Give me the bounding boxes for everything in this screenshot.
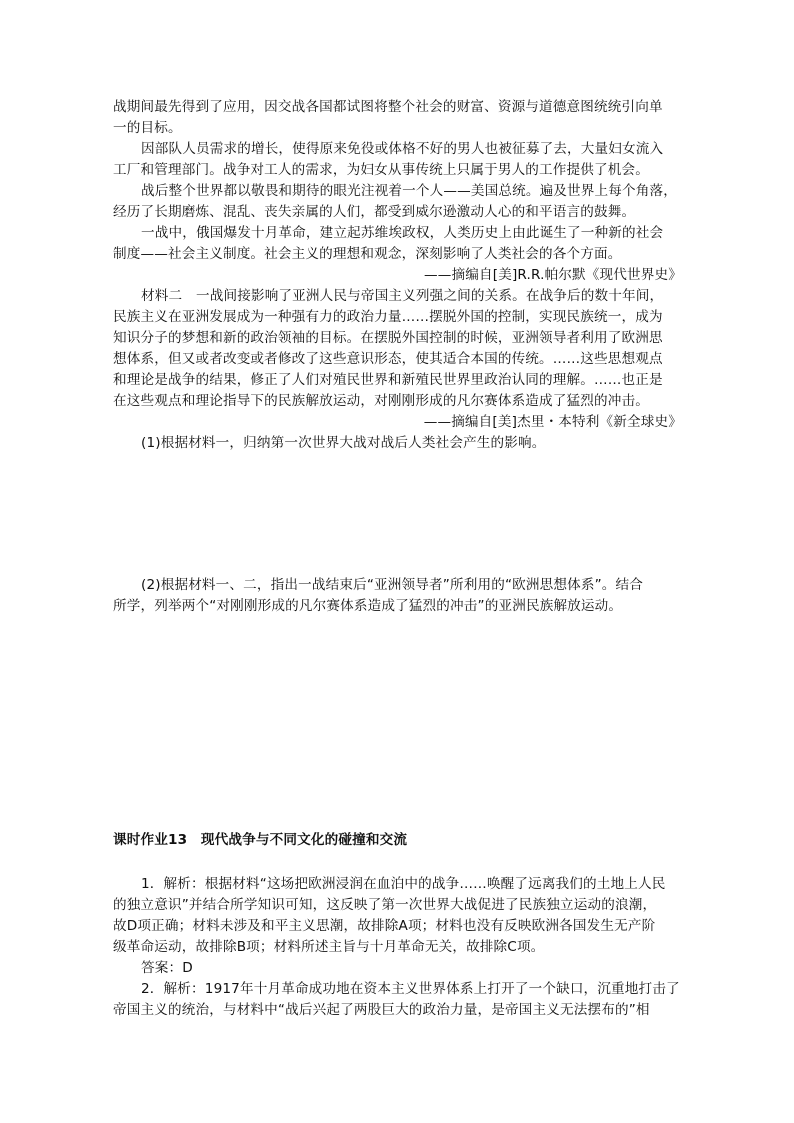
material2-source: ——摘编自[美]杰里・本特利《新全球史》 (423, 414, 682, 430)
material2-line6: 在这些观点和理论指导下的民族解放运动，对刚刚形成的凡尔赛体系造成了猛烈的冲击。 (113, 393, 650, 409)
question-1: (1)根据材料一，归纳第一次世界大战对战后人类社会产生的影响。 (141, 435, 546, 451)
material1-p1-line1: 战期间最先得到了应用，因交战各国都试图将整个社会的财富、资源与道德意图统统引向单 (113, 99, 663, 115)
material1-p2-line2: 工厂和管理部门。战争对工人的需求，为妇女从事传统上只属于男人的工作提供了机会。 (113, 162, 650, 178)
material1-p4-line2: 制度——社会主义制度。社会主义的理想和观念，深刻影响了人类社会的各个方面。 (113, 246, 622, 262)
answers-heading: 课时作业13 现代战争与不同文化的碰撞和交流 (113, 832, 408, 848)
material1-p3-line2: 经历了长期磨炼、混乱、丧失亲属的人们，都受到威尔逊激动人心的和平语言的鼓舞。 (113, 204, 636, 220)
answer-1-line3: 故D项正确；材料未涉及和平主义思潮，故排除A项；材料也没有反映欧洲各国发生无产阶 (113, 918, 656, 934)
material2-line3: 知识分子的梦想和新的政治领袖的目标。在摆脱外国控制的时候，亚洲领导者利用了欧洲思 (113, 330, 663, 346)
answer-1-line4: 级革命运动，故排除B项；材料所述主旨与十月革命无关，故排除C项。 (113, 939, 545, 955)
material2-line1: 材料二 一战间接影响了亚洲人民与帝国主义列强之间的关系。在战争后的数十年间， (141, 288, 664, 304)
material2-line5: 和理论是战争的结果，修正了人们对殖民世界和新殖民世界里政治认同的理解。……也正是 (113, 372, 663, 388)
answer-2-line1: 2．解析：1917年十月革命成功地在资本主义世界体系上打开了一个缺口，沉重地打击了 (141, 981, 680, 997)
material1-p2-line1: 因部队人员需求的增长，使得原来免役或体格不好的男人也被征募了去，大量妇女流入 (141, 141, 664, 157)
answer-2-line2: 帝国主义的统治，与材料中“战后兴起了两股巨大的政治力量，是帝国主义无法摆布的”相 (113, 1002, 650, 1018)
material1-source: ——摘编自[美]R.R.帕尔默《现代世界史》 (424, 267, 682, 283)
question-2-line1: (2)根据材料一、二，指出一战结束后“亚洲领导者”所利用的“欧洲思想体系”。结合 (141, 577, 644, 593)
material2-line2: 民族主义在亚洲发展成为一种强有力的政治力量……摆脱外国的控制，实现民族统一，成为 (113, 309, 663, 325)
material1-p4-line1: 一战中，俄国爆发十月革命，建立起苏维埃政权，人类历史上由此诞生了一种新的社会 (141, 225, 664, 241)
material1-p3-line1: 战后整个世界都以敬畏和期待的眼光注视着一个人——美国总统。遍及世界上每个角落， (141, 183, 678, 199)
material1-p1-line2: 一的目标。 (113, 120, 182, 136)
answer-1-result: 答案：D (141, 960, 193, 976)
answer-1-line2: 的独立意识”并结合所学知识可知，这反映了第一次世界大战促进了民族独立运动的浪潮， (113, 897, 657, 913)
question-2-line2: 所学，列举两个“对刚刚形成的凡尔赛体系造成了猛烈的冲击”的亚洲民族解放运动。 (113, 598, 623, 614)
material2-line4: 想体系，但又或者改变或者修改了这些意识形态，使其适合本国的传统。……这些思想观点 (113, 351, 663, 367)
answer-1-line1: 1．解析：根据材料“这场把欧洲浸润在血泊中的战争……唤醒了远离我们的土地上人民 (141, 876, 666, 892)
